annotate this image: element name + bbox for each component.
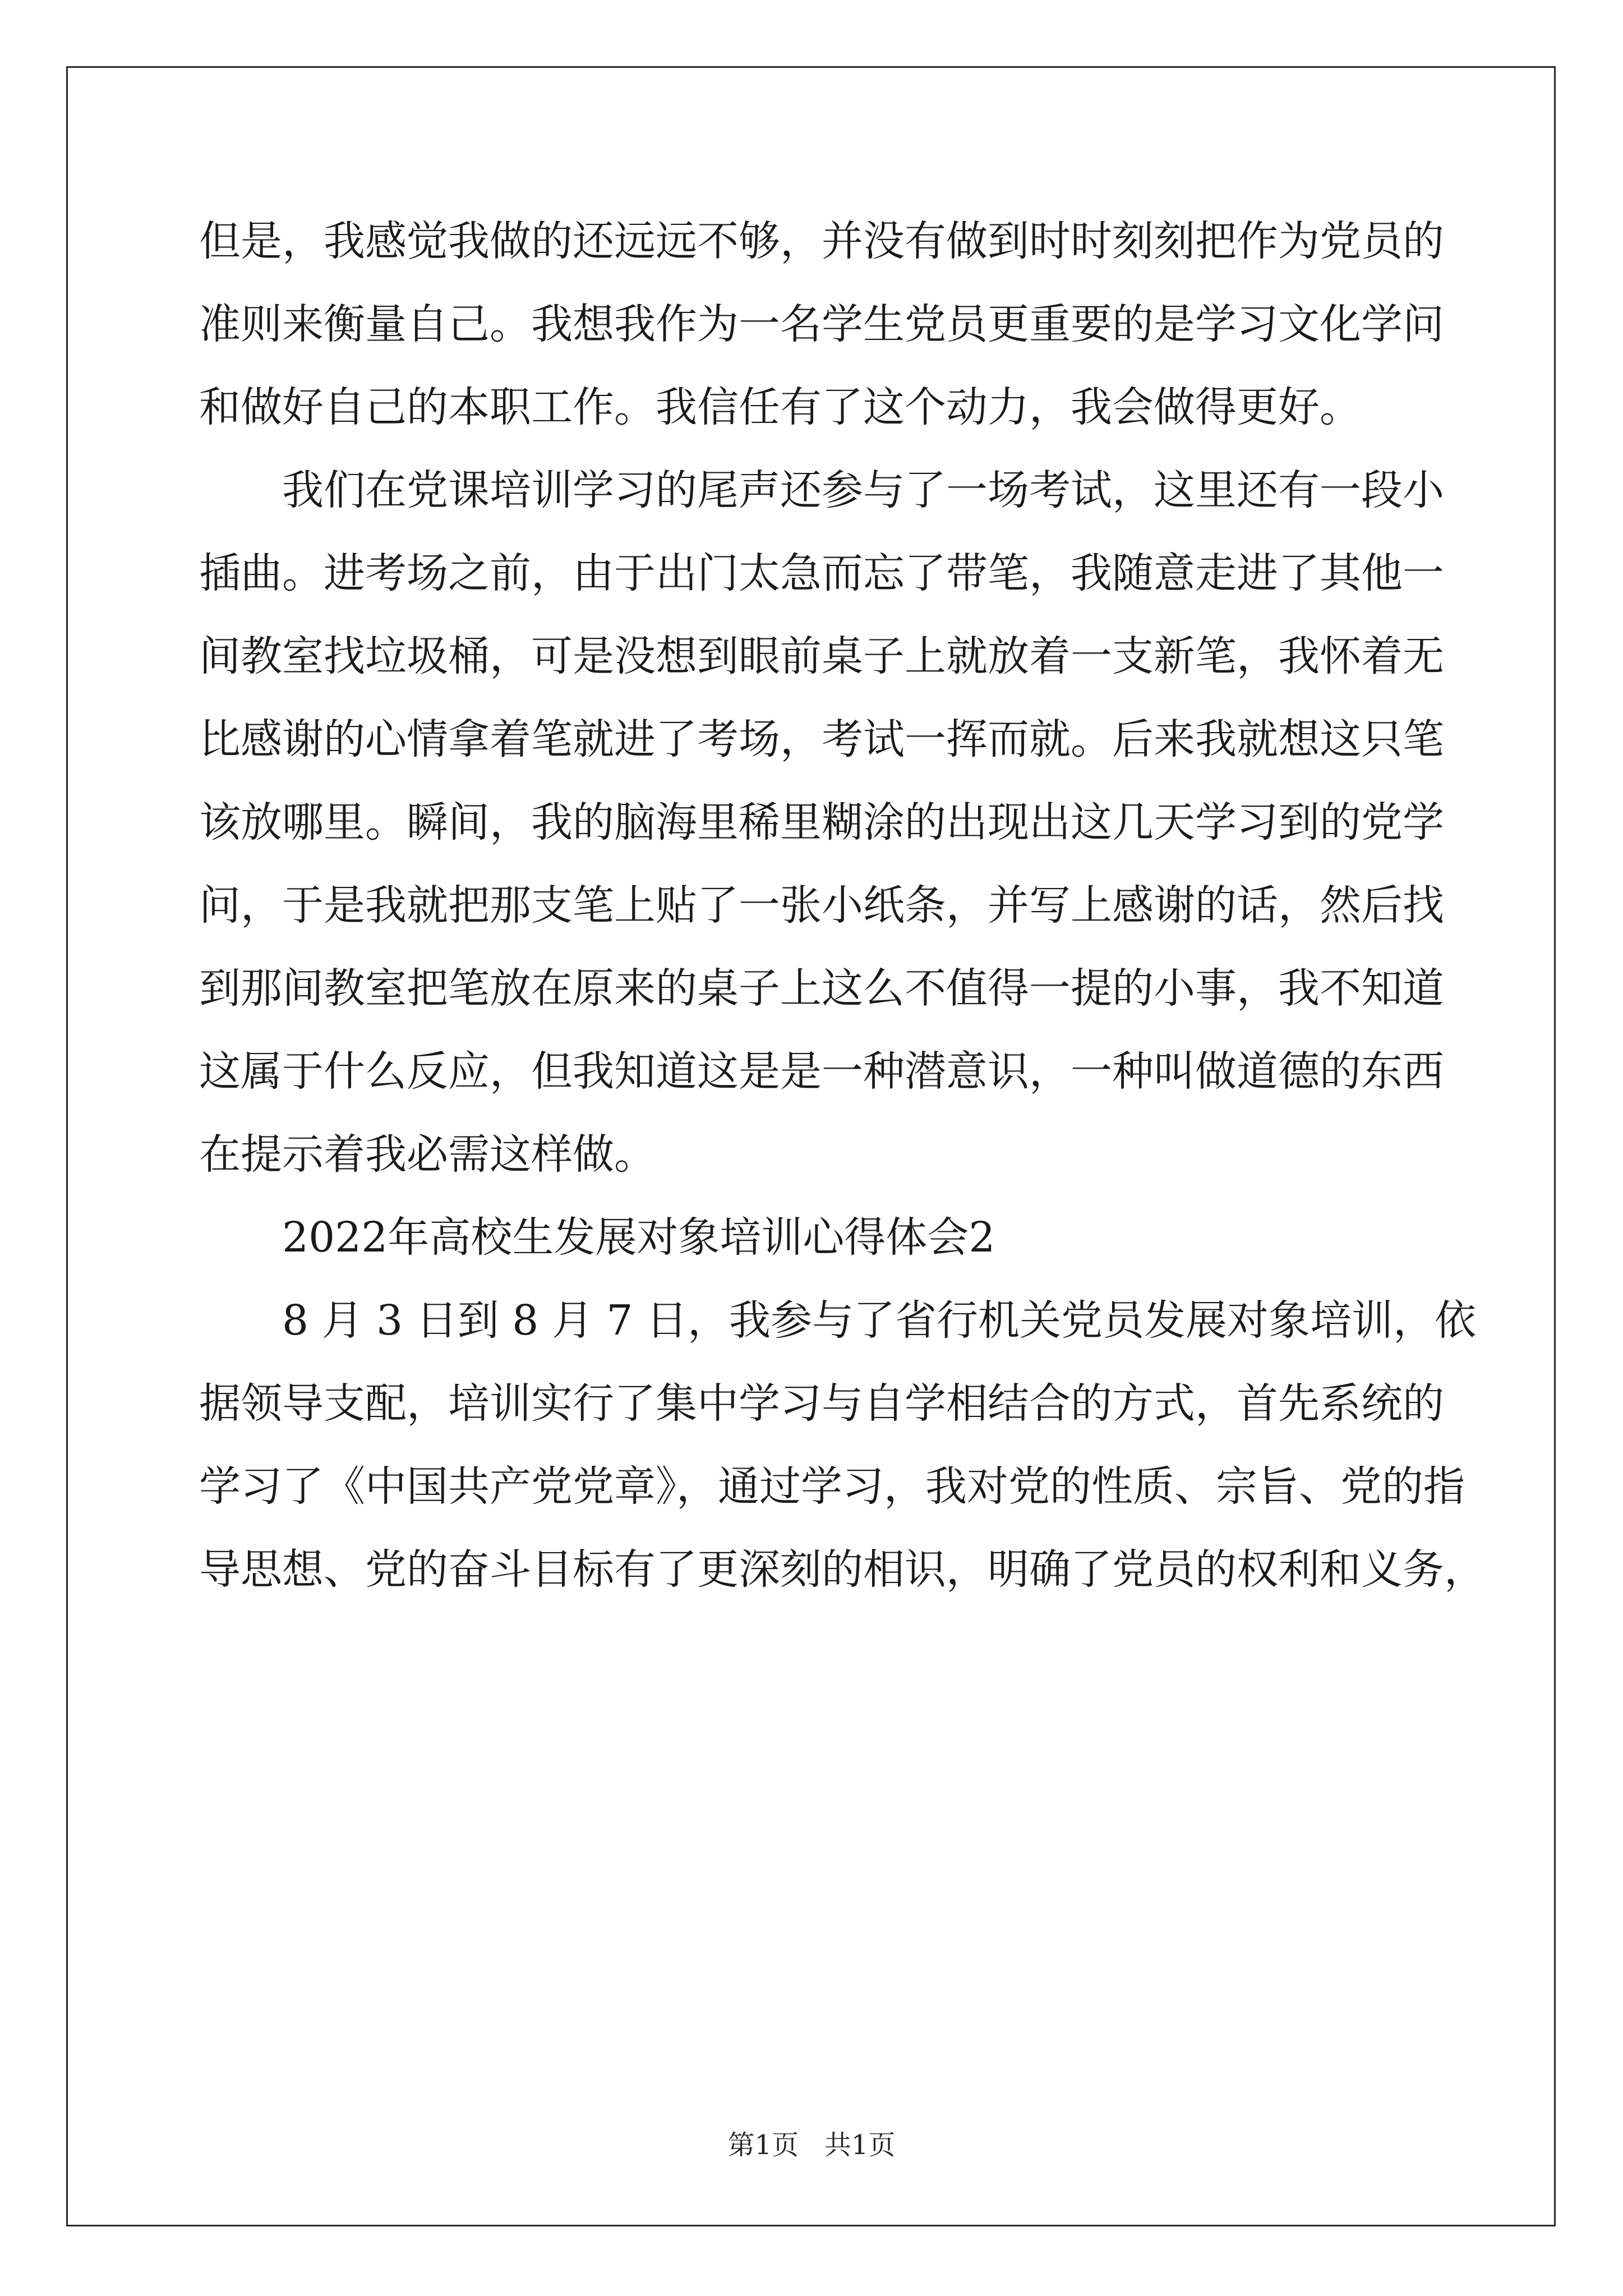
- paragraph-3-line-3: 学习了《中国共产党党章》，通过学习，我对党的性质、宗旨、党的指: [199, 1462, 1465, 1511]
- paragraph-3-line-1: 8 月 3 日到 8 月 7 日，我参与了省行机关党员发展对象培训，依: [282, 1296, 1476, 1345]
- paragraph-2-line-8: 这属于什么反应，但我知道这是是一种潜意识，一种叫做道德的东西: [199, 1047, 1444, 1096]
- paragraph-3-line-2: 据领导支配，培训实行了集中学习与自学相结合的方式，首先系统的: [199, 1379, 1444, 1428]
- paragraph-2-line-2: 插曲。进考场之前，由于出门太急而忘了带笔，我随意走进了其他一: [199, 549, 1444, 597]
- paragraph-2-line-5: 该放哪里。瞬间，我的脑海里稀里糊涂的出现出这几天学习到的党学: [199, 798, 1444, 846]
- paragraph-2-line-9: 在提示着我必需这样做。: [199, 1130, 656, 1179]
- paragraph-1-line-3: 和做好自己的本职工作。我信任有了这个动力，我会做得更好。: [199, 383, 1361, 431]
- paragraph-2-line-6: 问，于是我就把那支笔上贴了一张小纸条，并写上感谢的话，然后找: [199, 881, 1444, 930]
- paragraph-1-line-2: 准则来衡量自己。我想我作为一名学生党员更重要的是学习文化学问: [199, 300, 1444, 348]
- paragraph-2-line-4: 比感谢的心情拿着笔就进了考场，考试一挥而就。后来我就想这只笔: [199, 715, 1444, 763]
- page-footer: 第1页 共1页: [727, 2129, 896, 2161]
- section-heading: 2022年高校生发展对象培训心得体会2: [282, 1213, 995, 1262]
- paragraph-2-line-3: 间教室找垃圾桶，可是没想到眼前桌子上就放着一支新笔，我怀着无: [199, 632, 1444, 680]
- paragraph-2-line-1: 我们在党课培训学习的尾声还参与了一场考试，这里还有一段小: [282, 466, 1444, 514]
- paragraph-2-line-7: 到那间教室把笔放在原来的桌子上这么不值得一提的小事，我不知道: [199, 964, 1444, 1013]
- paragraph-3-line-4: 导思想、党的奋斗目标有了更深刻的相识，明确了党员的权利和义务，: [199, 1545, 1486, 1594]
- paragraph-1-line-1: 但是，我感觉我做的还远远不够，并没有做到时时刻刻把作为党员的: [199, 217, 1444, 265]
